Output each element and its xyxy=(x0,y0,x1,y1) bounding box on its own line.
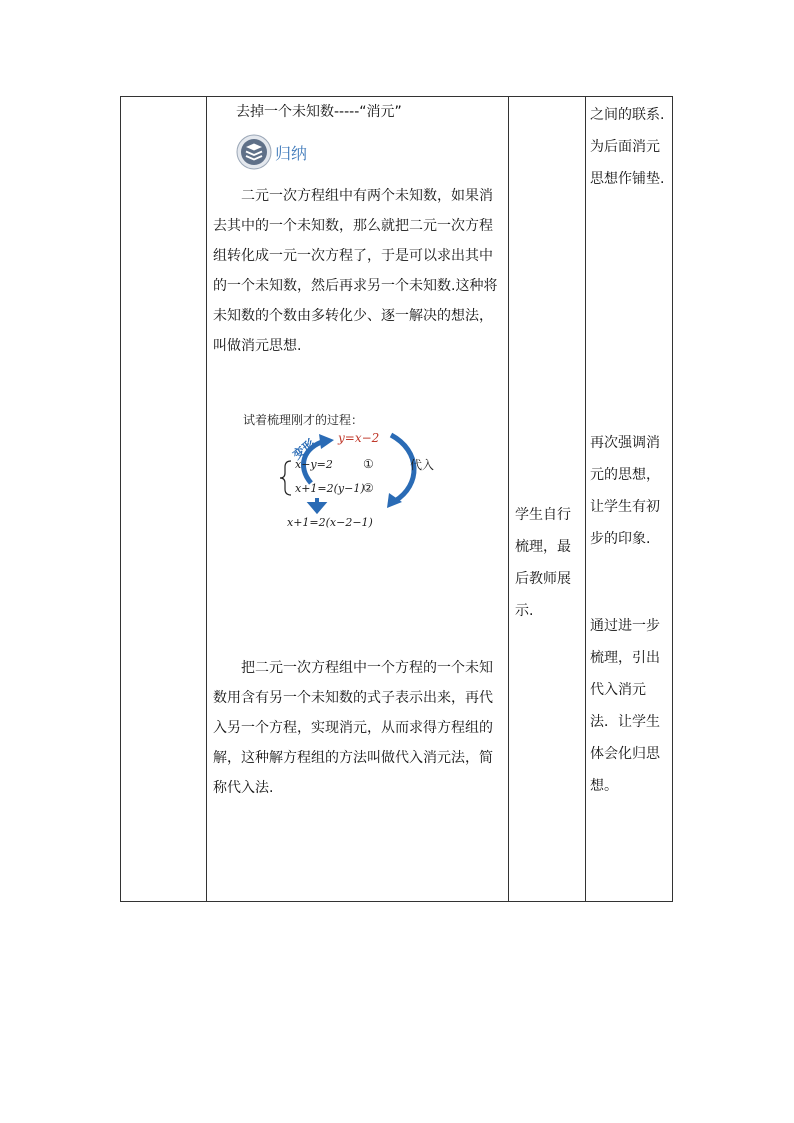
student-activity-text: 学生自行梳理，最后教师展示. xyxy=(515,507,571,619)
equation-1: x−y=2 xyxy=(295,458,333,471)
design-intent-text-1: 之间的联系.为后面消元思想作铺垫. xyxy=(590,107,665,187)
summary-badge xyxy=(236,134,307,170)
design-intent-text-2: 再次强调消元的思想，让学生有初步的印象. xyxy=(590,435,660,547)
student-activity-cell xyxy=(508,97,585,901)
teaching-content-cell xyxy=(206,97,508,901)
derived-equation: y=x−2 xyxy=(338,431,380,445)
equation-2: x+1=2(y−1) xyxy=(295,482,365,495)
design-intent-text-3: 通过进一步梳理，引出代入消元法．让学生体会化归思想。 xyxy=(590,618,660,794)
substitution-method-text: 把二元一次方程组中一个方程的一个未知数用含有另一个未知数的式子表示出来，再代入另一个方程，实现消元，从而求得方程组的解，这种解方程组的方法叫做代入消元法，简称代入法. xyxy=(213,660,493,796)
layers-icon xyxy=(236,134,272,170)
summary-badge-label: 归纳 xyxy=(275,143,308,163)
lesson-table xyxy=(120,96,673,902)
equation-2-mark: ② xyxy=(363,481,374,495)
elimination-heading: 去掉一个未知数-----“消元” xyxy=(236,104,402,120)
diagram-title: 试着梳理刚才的过程： xyxy=(243,413,364,427)
transform-label: 变形 xyxy=(290,436,318,463)
elimination-concept-text: 二元一次方程组中有两个未知数，如果消去其中的一个未知数，那么就把二元一次方程组转化成一元一次方程了，于是可以求出其中的一个未知数，然后再求另一个未知数.这种将未知数的个数由多转化少、逐一解决的想法，叫做消元思想. xyxy=(213,188,498,354)
design-intent-cell xyxy=(585,97,674,901)
equation-1-mark: ① xyxy=(363,457,374,471)
substituted-equation: x+1=2(x−2−1) xyxy=(287,516,373,529)
substitute-label: 代入 xyxy=(410,458,435,472)
substitution-diagram xyxy=(213,405,498,535)
stage-cell xyxy=(121,97,206,901)
